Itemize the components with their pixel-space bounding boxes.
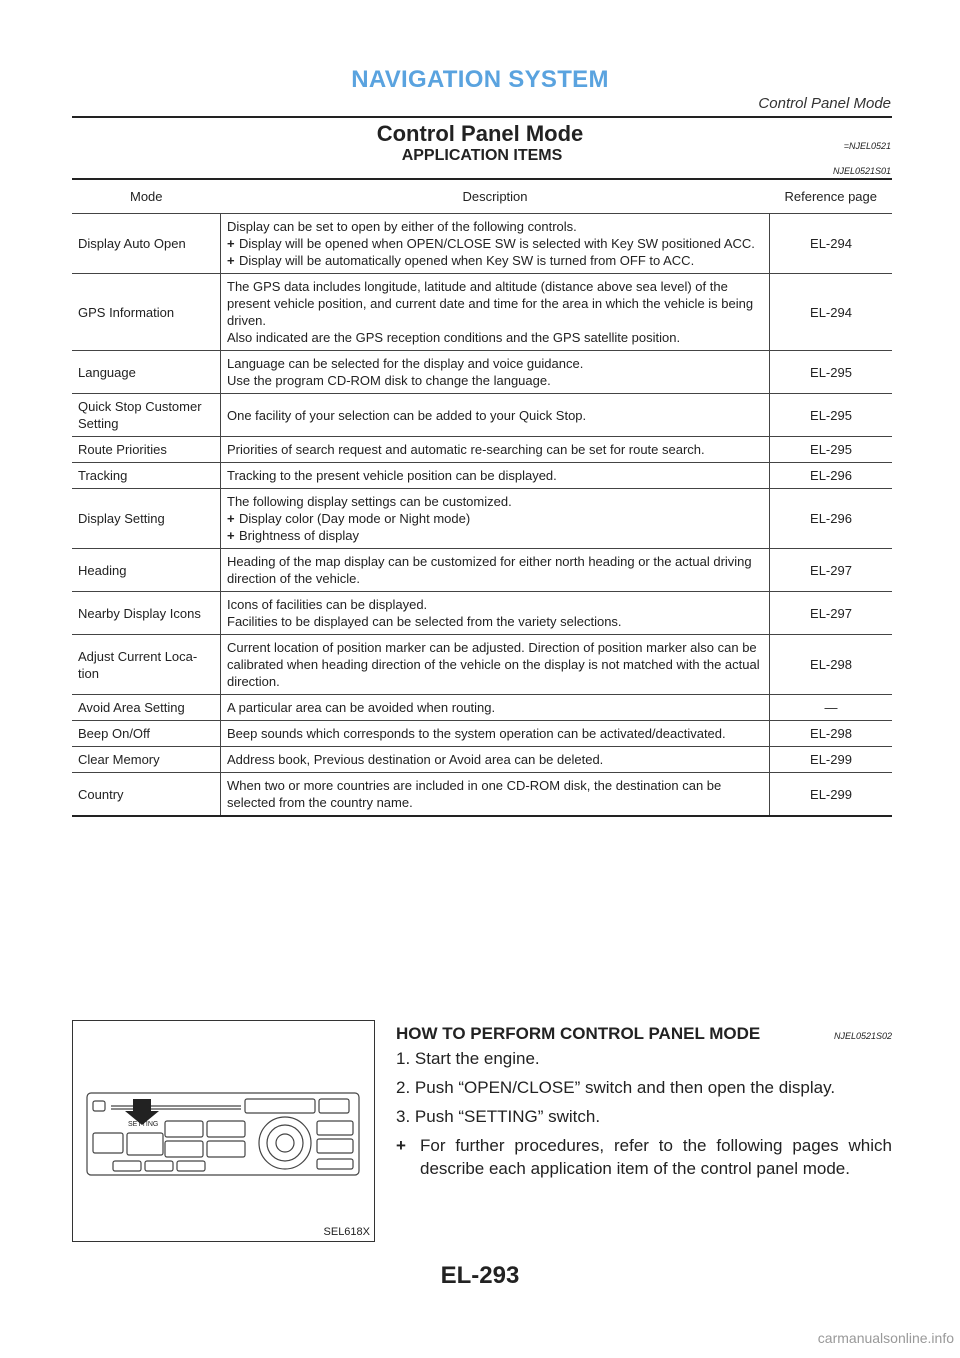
subsection-title: APPLICATION ITEMS [401, 147, 563, 164]
description-line: Beep sounds which corresponds to the system operation can be activated/deactivated. [227, 726, 726, 741]
table-body [72, 214, 892, 817]
cell-mode: Display Setting [72, 489, 221, 549]
cell-description [221, 695, 770, 721]
application-items-table [72, 178, 892, 817]
control-panel-figure [72, 1020, 375, 1242]
description-line: One facility of your selection can be added to your Quick Stop. [227, 407, 587, 423]
running-header-subtitle: Control Panel Mode [758, 95, 891, 112]
bullet-text: Display color (Day mode or Night mode) [239, 511, 471, 526]
description-line: A particular area can be avoided when routing. [227, 700, 496, 715]
running-header-title: NAVIGATION SYSTEM [351, 66, 609, 93]
description-line: Use the program CD-ROM disk to change the language. [227, 373, 551, 388]
description-bullet [227, 510, 763, 527]
cell-mode: Language [72, 351, 221, 394]
description-bullet [227, 235, 763, 252]
cell-mode: Nearby Display Icons [72, 592, 221, 635]
cell-description [221, 351, 770, 394]
cell-mode: Adjust Current Loca- tion [72, 635, 221, 695]
cell-description [221, 747, 770, 773]
bullet-text: Display will be automatically opened when Key SW is turned from OFF to ACC. [239, 253, 695, 268]
bullet-mark: + [227, 511, 235, 526]
cell-description [221, 721, 770, 747]
description-line: Also indicated are the GPS reception conditions and the GPS satellite position. [227, 330, 681, 345]
description-line: Display can be set to open by either of the following controls. [227, 219, 577, 234]
cell-reference-page: — [770, 695, 893, 721]
cell-reference-page: EL-297 [770, 549, 893, 592]
table-row [72, 635, 892, 695]
cell-description [221, 394, 770, 437]
cell-description [221, 214, 770, 274]
cell-mode: Beep On/Off [72, 721, 221, 747]
cell-reference-page: EL-294 [770, 274, 893, 351]
bullet-mark: + [396, 1136, 406, 1155]
cell-reference-page: EL-299 [770, 747, 893, 773]
howto-step-1: 1. Start the engine. [396, 1049, 540, 1068]
bullet-mark: + [227, 236, 235, 251]
cell-description [221, 274, 770, 351]
table-row [72, 437, 892, 463]
cell-description [221, 489, 770, 549]
bullet-text: Display will be opened when OPEN/CLOSE SW is selected with Key SW positioned ACC. [239, 236, 755, 251]
column-header-description: Description [221, 179, 770, 214]
cell-description [221, 592, 770, 635]
cell-mode: Country [72, 773, 221, 817]
table-row [72, 721, 892, 747]
description-line: When two or more countries are included in one CD-ROM disk, the destination can be selected from the country name. [227, 778, 722, 810]
cell-reference-page: EL-295 [770, 394, 893, 437]
description-line: Tracking to the present vehicle position can be displayed. [227, 468, 557, 483]
figure-label: SEL618X [323, 1226, 370, 1238]
description-bullet [227, 527, 763, 544]
column-header-mode: Mode [72, 179, 221, 214]
description-line: Heading of the map display can be customized for either north heading or the actual driving direction of the vehicle. [227, 554, 752, 586]
cell-mode: Quick Stop Customer Setting [72, 394, 221, 437]
control-panel-illustration [73, 1021, 374, 1241]
cell-reference-page: EL-298 [770, 635, 893, 695]
howto-bullet [396, 1134, 892, 1180]
table-row [72, 695, 892, 721]
cell-mode: Route Priorities [72, 437, 221, 463]
cell-mode: Heading [72, 549, 221, 592]
subsection-code: NJEL0521S01 [832, 166, 891, 176]
cell-mode: Display Auto Open [72, 214, 221, 274]
cell-reference-page: EL-295 [770, 437, 893, 463]
table-row [72, 773, 892, 817]
cell-mode: Avoid Area Setting [72, 695, 221, 721]
table-row [72, 463, 892, 489]
watermark: carmanualsonline.info [817, 1330, 954, 1346]
header-rule [72, 116, 892, 118]
cell-mode: GPS Information [72, 274, 221, 351]
description-line: Priorities of search request and automatic re-searching can be set for route search. [227, 442, 705, 457]
description-line: Facilities to be displayed can be selected from the variety selections. [227, 614, 622, 629]
table-row [72, 214, 892, 274]
cell-reference-page: EL-299 [770, 773, 893, 817]
cell-reference-page: EL-297 [770, 592, 893, 635]
description-line: Current location of position marker can be adjusted. Direction of position marker also can be calibrated when heading direction of the vehicle on the display is not matched with the actual direction. [227, 640, 760, 689]
description-line: Icons of facilities can be displayed. [227, 597, 428, 612]
table-row [72, 394, 892, 437]
cell-description [221, 549, 770, 592]
cell-mode: Clear Memory [72, 747, 221, 773]
howto-title: HOW TO PERFORM CONTROL PANEL MODE [396, 1024, 761, 1043]
cell-description [221, 463, 770, 489]
section-title: Control Panel Mode [376, 121, 584, 146]
howto-code: NJEL0521S02 [833, 1031, 892, 1041]
bullet-mark: + [227, 253, 235, 268]
description-line: The GPS data includes longitude, latitude and altitude (distance above sea level) of the present vehicle position, and current date and time for the area in which the vehicle is being driven. [227, 279, 754, 328]
table-row [72, 274, 892, 351]
table-row [72, 747, 892, 773]
howto-step-3: 3. Push “SETTING” switch. [396, 1107, 601, 1126]
column-header-reference: Reference page [770, 179, 893, 214]
bullet-mark: + [227, 528, 235, 543]
page-number: EL-293 [440, 1262, 520, 1289]
table-row [72, 351, 892, 394]
description-line: The following display settings can be customized. [227, 494, 512, 509]
howto-bullet-text: For further procedures, refer to the following pages which describe each application item of the control panel mode. [420, 1136, 892, 1178]
description-line: Address book, Previous destination or Avoid area can be deleted. [227, 752, 604, 767]
cell-reference-page: EL-295 [770, 351, 893, 394]
cell-mode: Tracking [72, 463, 221, 489]
cell-reference-page: EL-294 [770, 214, 893, 274]
setting-switch-label: SETTING [128, 1121, 159, 1128]
bullet-text: Brightness of display [239, 528, 359, 543]
table-header-row [72, 179, 892, 214]
table-row [72, 592, 892, 635]
cell-reference-page: EL-296 [770, 463, 893, 489]
section-code: =NJEL0521 [843, 141, 891, 151]
table-row [72, 489, 892, 549]
cell-description [221, 635, 770, 695]
description-line: Language can be selected for the display and voice guidance. [227, 356, 584, 371]
table-row [72, 549, 892, 592]
howto-step-2: 2. Push “OPEN/CLOSE” switch and then open the display. [396, 1078, 836, 1097]
cell-reference-page: EL-296 [770, 489, 893, 549]
cell-description [221, 437, 770, 463]
howto-section [396, 1022, 892, 1186]
description-bullet [227, 252, 763, 269]
cell-description [221, 773, 770, 817]
cell-reference-page: EL-298 [770, 721, 893, 747]
